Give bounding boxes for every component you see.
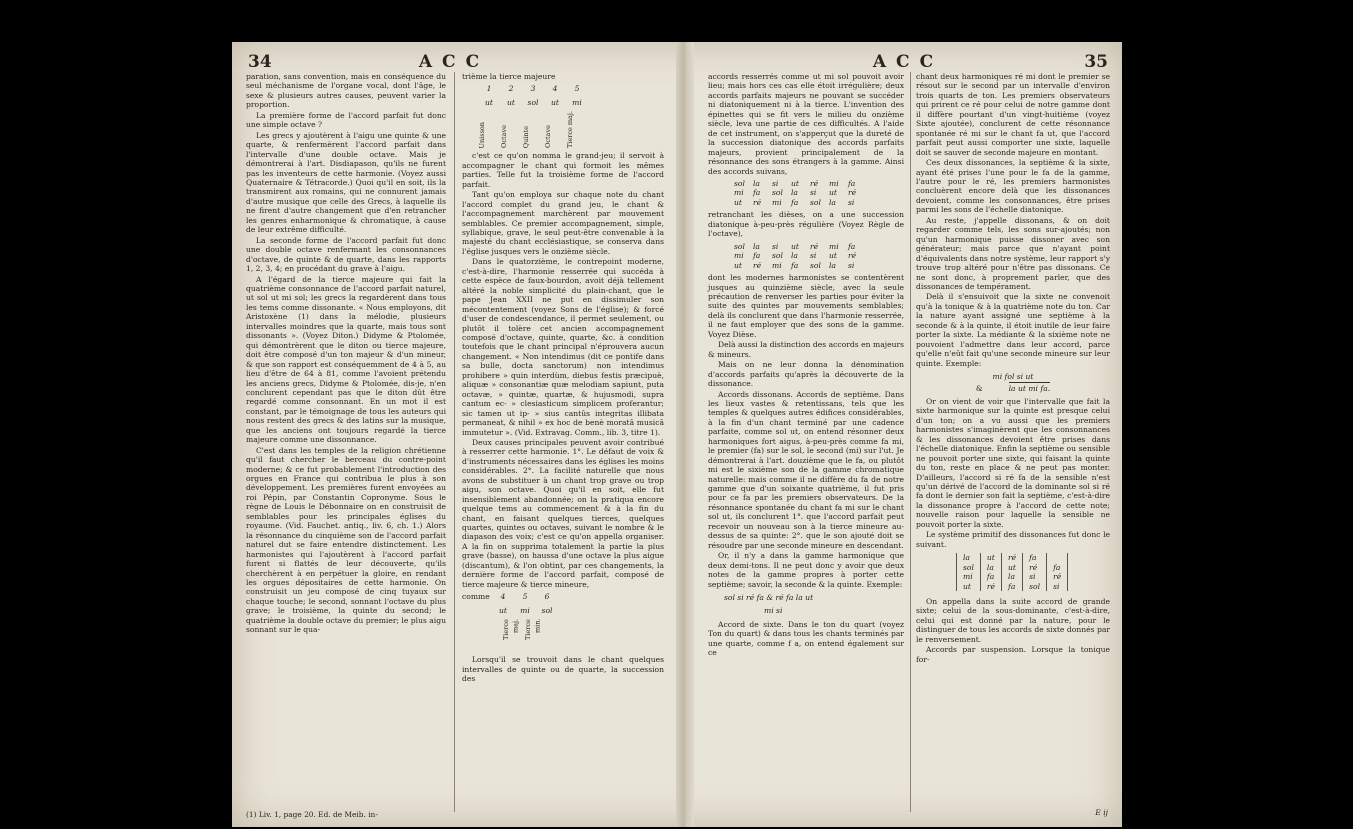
scale2-notes bbox=[492, 606, 664, 615]
running-head: ACC bbox=[418, 52, 490, 72]
scale2-intro: comme bbox=[462, 592, 490, 602]
paragraph: trième la tierce majeure bbox=[462, 72, 556, 81]
scale-note: mi bbox=[572, 97, 582, 107]
paragraph: Or, il n'y a dans la gamme harmonique que deux demi-tons. Il ne peut donc y avoir que deux notes de la gamme propres à porter cette septième; savoir, la seconde & la quinte. Exemple: bbox=[708, 551, 904, 589]
paragraph: Le système primitif des dissonances fut donc le suivant. bbox=[916, 530, 1110, 549]
paragraph: Dans le quatorzième, le contrepoint moderne, c'est-à-dire, l'harmonie resserrée qui succéda à cette espèce de faux-bourdon, avoit déjà tellement altéré la noble simplicité du plain-chant, que le pape Jean XXII ne put en dissimuler son mécontentement (voyez Sons de l'église); & forcé d'user de condescendance, il permet seulement, ou plutôt il tolère cet ancien accompagnement composé d'octave, quinte, quarte, &c. à condition toutefois que le chant principal n'éprouvera aucun changement. « Non intendimus (dit ce pontife dans sa bulle, docta sanctorum) non intendimus prohibere » quin interdùm, diebus festis præcipuè, aliquæ » consonantiæ quæ melodiam sapiunt, puta octavæ, » quintæ, quartæ, & hujusmodi, supra cantum ec- » clesiasticum simplicem proferantur; sic tamen ut ip- » sius cantûs integritas illibata permaneat, & nihil » ex hoc de benè moratâ musicâ immutetur ». (Vid. Extravag. Comm., lib. 3, titre 1). bbox=[462, 257, 664, 437]
scale-number: 1 bbox=[486, 84, 492, 94]
example-chords-b: mi si bbox=[764, 606, 783, 616]
paragraph: C'est dans les temples de la religion chrétienne qu'il faut chercher le berceau du contre-point moderne; & ce fut probablement l'introduction des orgues en France qui contribua le plus à son développement. Les premières furent envoyées au roi Pépin, par Constantin Copronyme. Sous le règne de Louis le Débonnaire on en construisit de semblables pour les principales églises du royaume. (Vid. Fauchet. antiq., liv. 6, ch. 1.) Alors la résonnance du cinquième son de l'accord parfait naturel dut se faire entendre distinctement. Les harmonistes qui l'ajoutèrent à l'accord parfait furent si flattés de leur découverte, qu'ils cherchèrent à en perpétuer la gloire, en rendant les orgues dépositaires de cette harmonie. On construisit un jeu composé de cinq tuyaux sur chaque touche; le second, sonnant l'octave du plus grave; le troisième, la quinte du second; le quatrième la double octave du premier; le plus aigu sonnant sur le qua- bbox=[246, 445, 446, 635]
scale-note: sol bbox=[527, 97, 539, 107]
scale2-interval-labels bbox=[502, 619, 664, 655]
paragraph: Accord de sixte. Dans le ton du quart (voyez Ton du quart) & dans tous les chants terminés par une quarte, comme f a, on entend également sur ce bbox=[708, 619, 904, 658]
paragraph: La seconde forme de l'accord parfait fut donc une double octave renfermant les consonnances d'octave, de quinte & de quarte, dans les rapports 1, 2, 3, 4; en procédant du grave à l'aigu. bbox=[246, 235, 446, 274]
book-spread bbox=[232, 42, 1122, 827]
scale-number: 4 bbox=[552, 84, 558, 94]
scale-note: mi bbox=[520, 605, 530, 615]
chord-grid-2: sol la si ut ré mi fa mi fa sol la si ut ré ut ré mi fa sol la si bbox=[734, 241, 857, 270]
interval-label: Unisson bbox=[478, 121, 486, 149]
scale-note: ut bbox=[485, 97, 493, 107]
running-head: ACC bbox=[872, 52, 944, 72]
left-page-header bbox=[232, 42, 676, 72]
paragraph: A l'égard de la tierce majeure qui fait la quatrième consonnance de l'accord parfait naturel, ut sol ut mi sol; les grecs la regardèrent dans tous les tems comme dissonante. « Nous employons, dit Aristoxène (1) dans la mélodie, plusieurs intervalles moindres que la quarte, mais tous sont dissonants ». (Voyez Diton.) Didyme & Ptolomée, qui démontrèrent que le diton ou tierce majeure, doit être composé d'un ton majeur & d'un mineur, & que son rapport est conséquemment de 4 à 5, au lieu d'être de 64 à 81, comme l'avoient prétendu les anciens grecs, Didyme & Ptolomée, dis-je, n'en conclurent cependant pas que le diton dût être regardé comme consonnant. En un mot il est constant, par le témoignage de tous les auteurs qui nous restent des grecs & des latins sur la musique, que les anciens ont toujours regardé la tierce majeure comme une dissonnance. bbox=[246, 274, 446, 445]
page-number: 35 bbox=[1084, 52, 1108, 72]
paragraph: Lorsqu'il se trouvoit dans le chant quelques intervalles de quinte ou de quarte, la succession des bbox=[462, 655, 664, 684]
right-column-1 bbox=[708, 72, 904, 659]
right-column-2 bbox=[916, 72, 1110, 665]
paragraph: Delà il s'ensuivoit que la sixte ne convenoit qu'à la tonique & à la quatrième note du ton. Car la nature ayant assigné une septième à la seconde & à la quinte, il étoit inutile de leur faire porter la sixte. La médiante & la sixième note ne pouvoient l'admettre dans leur accord, parce qu'elle n'eût fait qu'une seconde mineure sur leur quinte. Exemple: bbox=[916, 292, 1110, 368]
scale-number: 2 bbox=[508, 84, 514, 94]
scale-number: 3 bbox=[530, 84, 536, 94]
example-chords: sol si ré fa & ré fa la ut bbox=[724, 593, 814, 603]
paragraph: La première forme de l'accord parfait fut donc une simple octave ? bbox=[246, 110, 446, 130]
left-column-2 bbox=[462, 72, 664, 684]
paragraph: Les grecs y ajoutèrent à l'aigu une quinte & une quarte, & renfermèrent l'accord parfait dans l'intervalle d'une double octave. Mais je démontrerai à l'art. Disdiapason, qu'ils ne furent pas les inventeurs de cette harmonie. (Voyez aussi Quaternaire & Tétracorde.) Quoi qu'il en soit, ils la transmirent aux romains, qui ne connurent jamais d'autre musique que celle des Grecs, à laquelle ils ne firent d'autre changement que d'en retrancher les genres enharmonique & chromatique, à cause de leur extrême difficulté. bbox=[246, 130, 446, 235]
paragraph: Mais on ne leur donna la dénomination d'accords parfaits qu'après la découverte de la dissonance. bbox=[708, 360, 904, 389]
paragraph: chant deux harmoniques ré mi dont le premier se résout sur le second par un intervalle d'environ trois quarts de ton. Les premiers observateurs qui prirent ce ré pour celui de notre gamme dont il diffère pourtant d'un vingt-huitième (voyez Sixte ajoutée), conclurent de cette résonnance spontanée ré mi sur le chant fa ut, que l'accord parfait peut aussi comporter une sixte, laquelle doit se sauver de seconde majeure en montant. bbox=[916, 72, 1110, 157]
column-rule bbox=[454, 72, 455, 812]
interval-label: Tierce maj. bbox=[502, 619, 520, 640]
example-bottom: la ut mi fa. bbox=[1008, 383, 1051, 393]
signature-mark: E ij bbox=[1095, 808, 1108, 817]
scale-note: ut bbox=[551, 97, 559, 107]
chord-grid-1: sol la si ut ré mi fa mi fa sol la si ut ré ut ré mi fa sol la si bbox=[734, 178, 857, 207]
paragraph: retranchant les dièses, on a une succession diatonique à-peu-près régulière (Voyez Règle de l'octave), bbox=[708, 210, 904, 239]
scale-number: 6 bbox=[544, 592, 550, 602]
scale-notes bbox=[478, 98, 664, 107]
paragraph: On appella dans la suite accord de grande sixte; celui de la sous-dominante, c'est-à-dire, celui qui est donné par la nature, pour le distinguer de tous les accords de sixte donnés par le renversement. bbox=[916, 597, 1110, 644]
paragraph: Or on vient de voir que l'intervalle que fait la sixte harmonique sur la quinte est presque celui d'un ton; on a vu aussi que les premiers harmonistes s'imaginèrent que les consonnances & les dissonances devoient être prises dans l'échelle diatonique. Enfin la septième ou sensible ne pouvoit porter une sixte, qui faisant la quinte du ton, reste en place & ne peut pas monter. D'ailleurs, l'accord si ré fa de la sensible n'est qu'un dérivé de l'accord de la dominante sol si ré fa dont le dernier son fait la septième, c'est-à-dire la dissonance propre à l'accord de cette note; nouvelle raison pour laquelle la sensible ne pouvoit porter la sixte. bbox=[916, 396, 1110, 529]
paragraph: paration, sans convention, mais en conséquence du seul méchanisme de l'organe vocal, dont l'âge, le sexe & plusieurs autres causes, peuvent varier la proportion. bbox=[246, 72, 446, 110]
scale-numbers bbox=[478, 84, 664, 93]
right-page bbox=[694, 42, 1122, 827]
paragraph: Accords dissonans. Accords de septième. Dans les lieux vastes & retentissans, tels que les temples & quelques autres édifices considérables, à la fin d'un chant terminé par une cadence parfaite, comme sol ut, on entend résonner deux harmoniques fort aigus, à-peu-près comme fa mi, le premier (fa) sur le sol, le second (mi) sur l'ut. Je démontrerai à l'art. douzième que le fa, ou plutôt mi est le sixième son de la gamme chromatique naturelle: mais comme il ne diffère du fa de notre gamme que d'un soixante quatrième, il fut pris pour ce fa par les premiers observateurs. De la résonnance spontanée du chant fa mi sur le chant sol ut, ils conclurent 1°. que l'accord parfait peut recevoir un nouveau son à la tierce mineure au-dessus de sa quinte: 2°. que le son ajouté doit se résoudre par une seconde mineure en descendant. bbox=[708, 389, 904, 550]
scale-number: 5 bbox=[574, 84, 580, 94]
scale-number: 5 bbox=[522, 592, 528, 602]
paragraph: accords resserrés comme ut mi sol pouvoit avoir lieu; mais hors ces cas elle étoit irrégulière; deux accords parfaits majeurs ne pouvant se succéder ni diatoniquement ni à la tierce. L'invention des épinettes qui se fit vers le milieu du onzième siècle, leva une partie de ces difficultés. A l'aide de cet instrument, on s'apperçut que la dureté de la succession diatonique des accords parfaits majeurs, provient principalement de la résonnance des sons étrangers à la gamme. Ainsi des accords suivans, bbox=[708, 72, 904, 176]
paragraph: Deux causes principales peuvent avoir contribué à resserrer cette harmonie. 1°. Le défaut de voix & d'instruments nécessaires dans les églises les moins considérables. 2°. La facilité naturelle que nous avons de substituer à un chant trop grave ou trop aigu, son octave. Quoi qu'il en soit, elle fut insensiblement abandonnée; on la pratiqua encore quelque tems au commencement & à la fin du chant, en faisant quelques tierces, quelques quartes, quintes ou octaves, suivant le nombre & le diapason des voix; c'est ce qu'on appella organiser. A la fin on supprima totalement la partie la plus grave (basse), on haussa d'une octave la plus aigue (discantum), & l'on obtint, par ces changements, la dernière forme de l'accord parfait, composé de tierce majeure & tierce mineure, bbox=[462, 437, 664, 589]
scale-note: sol bbox=[541, 605, 553, 615]
paragraph: c'est ce qu'on nomma le grand-jeu; il servoit à accompagner le chant qui formoit les mêmes parties. Telle fut la troisième forme de l'accord parfait. bbox=[462, 151, 664, 189]
interval-label: Quinte bbox=[522, 126, 530, 149]
sixth-example bbox=[916, 372, 1110, 393]
paragraph: Au reste, j'appelle dissonans, & on doit regarder comme tels, les sons sur-ajoutés; non qu'un harmonique puisse dissoner avec son générateur; mais parce que n'ayant point d'équivalents dans notre système, leur rapport s'y trouve trop altéré pour n'être pas dissonans. Ce ne sont donc, à proprement parler, que des dissonances de tempérament. bbox=[916, 215, 1110, 291]
footnote: (1) Liv. 1, page 20. Ed. de Meib. in- bbox=[246, 810, 378, 819]
scale-interval-labels bbox=[478, 111, 664, 151]
paragraph: Ces deux dissonances, la septième & la sixte, ayant été prises l'une pour le fa de la gamme, l'autre pour le ré, les premiers harmonistes concluèrent encore delà que les dissonances devoient, comme les consonnances, être prises parmi les sons de l'échelle diatonique. bbox=[916, 158, 1110, 215]
scale2-numbers bbox=[462, 592, 664, 601]
book-gutter bbox=[676, 42, 694, 827]
scale-number: 4 bbox=[500, 592, 506, 602]
right-page-header bbox=[694, 42, 1122, 72]
scale-note: ut bbox=[507, 97, 515, 107]
page-number: 34 bbox=[248, 52, 272, 72]
paragraph: Delà aussi la distinction des accords en majeurs & mineurs. bbox=[708, 340, 904, 359]
left-column-1 bbox=[246, 72, 446, 636]
paragraph: Tant qu'on employa sur chaque note du chant l'accord complet du grand jeu, le chant & l'accompagnement marchèrent par mouvement semblables. Ce premier accompagnement, simple, syllabique, grave, le seul peut-être convenable à la majesté du chant ecclésiastique, se conserva dans l'église jusques vers le onzième siècle. bbox=[462, 190, 664, 256]
column-rule bbox=[910, 72, 911, 812]
scale-note: ut bbox=[499, 605, 507, 615]
interval-label: Octave bbox=[544, 125, 552, 149]
dissonance-table: la ut ré fa sol la ut ré fa mi fa la si ré ut ré fa sol si bbox=[956, 553, 1068, 591]
interval-label: Tierce min. bbox=[524, 619, 542, 640]
paragraph: Accords par suspension. Lorsque la tonique for- bbox=[916, 645, 1110, 664]
left-page bbox=[232, 42, 676, 827]
example-top: mi fol si ut bbox=[992, 372, 1034, 382]
example-amp: & bbox=[975, 383, 983, 393]
interval-label: Octave bbox=[500, 125, 508, 149]
paragraph: dont les modernes harmonistes se contentèrent jusques au quinzième siècle, avec la seule précaution de renverser les parties pour éviter la suite des quintes par mouvements semblables; delà ils conclurent que dans l'harmonie resserrée, il ne faut employer que des sons de la gamme. Voyez Dièse. bbox=[708, 273, 904, 339]
interval-label: Tierce maj. bbox=[566, 111, 574, 149]
